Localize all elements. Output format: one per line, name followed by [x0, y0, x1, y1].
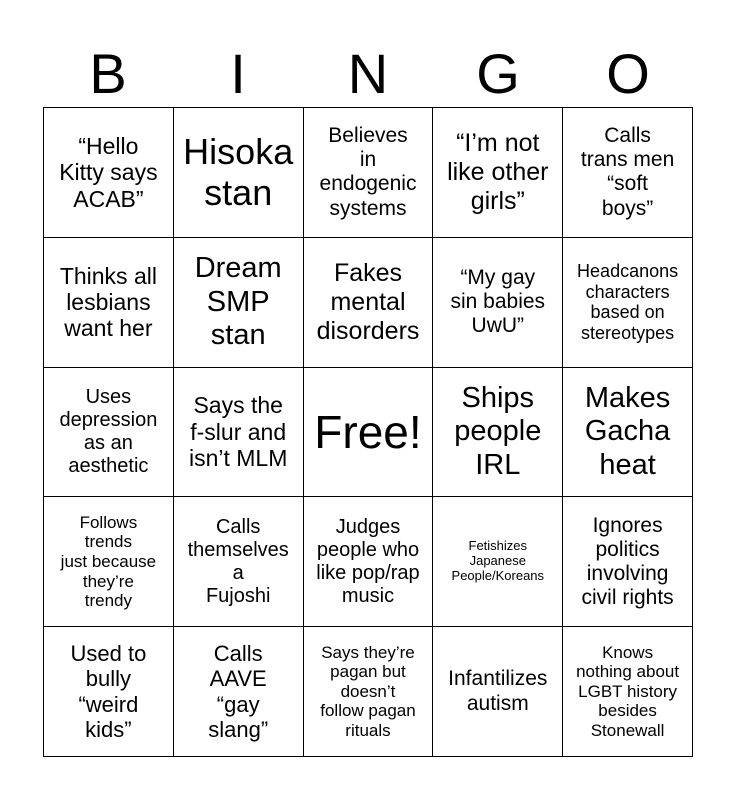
cell-text: Uses depression as an aesthetic	[59, 385, 158, 477]
bingo-cell[interactable]	[304, 108, 434, 238]
cell-text: “I’m not like other girls”	[447, 129, 549, 215]
bingo-cell[interactable]	[174, 368, 304, 498]
cell-text: Follows trends just because they’re trendy	[60, 512, 157, 611]
bingo-cell[interactable]	[433, 368, 563, 498]
cell-text: Fakes mental disorders	[316, 259, 420, 345]
cell-text: Says they’re pagan but doesn’t follow pagan rituals	[320, 642, 416, 740]
cell-text: Dream SMP stan	[194, 252, 282, 351]
bingo-cell[interactable]	[304, 627, 434, 757]
cell-text: Fetishizes Japanese People/Koreans	[451, 538, 545, 584]
bingo-cell[interactable]	[174, 238, 304, 368]
cell-text: “My gay sin babies UwU”	[450, 265, 546, 338]
free-space-cell[interactable]	[304, 368, 434, 498]
bingo-cell[interactable]	[433, 238, 563, 368]
bingo-cell[interactable]	[563, 238, 693, 368]
bingo-cell[interactable]	[174, 108, 304, 238]
bingo-cell[interactable]	[44, 238, 174, 368]
cell-text: Says the f-slur and isn’t MLM	[188, 392, 288, 472]
bingo-cell[interactable]	[433, 497, 563, 627]
bingo-grid	[43, 107, 693, 757]
bingo-cell[interactable]	[563, 497, 693, 627]
header-letter-b: B	[89, 42, 127, 105]
cell-text: Ignores politics involving civil rights	[581, 513, 674, 609]
cell-text: Judges people who like pop/rap music	[316, 515, 420, 607]
cell-text: Hisoka stan	[183, 131, 294, 214]
header-letter-g: G	[476, 42, 520, 105]
bingo-cell[interactable]	[563, 108, 693, 238]
bingo-cell[interactable]	[563, 627, 693, 757]
cell-text: Ships people IRL	[454, 381, 542, 481]
cell-text: Thinks all lesbians want her	[59, 262, 157, 342]
bingo-header	[43, 40, 693, 108]
bingo-cell[interactable]	[304, 497, 434, 627]
cell-text: “Hello Kitty says ACAB”	[59, 132, 158, 212]
cell-text: Makes Gacha heat	[584, 381, 671, 481]
header-letter-i: I	[230, 42, 246, 105]
cell-text: Infantilizes autism	[448, 667, 548, 715]
free-space-text: Free!	[314, 405, 422, 458]
bingo-cell[interactable]	[174, 497, 304, 627]
cell-text: Calls themselves a Fujoshi	[187, 515, 289, 607]
bingo-cell[interactable]	[433, 627, 563, 757]
bingo-cell[interactable]	[44, 108, 174, 238]
cell-text: Calls AAVE “gay slang”	[208, 641, 269, 742]
bingo-cell[interactable]	[44, 497, 174, 627]
header-letter-n: N	[347, 42, 389, 105]
header-letter-o: O	[606, 42, 650, 105]
cell-text: Used to bully “weird kids”	[70, 641, 147, 742]
cell-text: Calls trans men “soft boys”	[580, 124, 675, 220]
bingo-cell[interactable]	[44, 368, 174, 498]
bingo-cell[interactable]	[44, 627, 174, 757]
cell-text: Knows nothing about LGBT history besides Stonewall	[576, 642, 680, 740]
bingo-cell[interactable]	[174, 627, 304, 757]
cell-text: Believes in endogenic systems	[319, 124, 417, 220]
bingo-cell[interactable]	[563, 368, 693, 498]
bingo-cell[interactable]	[433, 108, 563, 238]
cell-text: Headcanons characters based on stereotypes	[577, 260, 679, 343]
bingo-cell[interactable]	[304, 238, 434, 368]
